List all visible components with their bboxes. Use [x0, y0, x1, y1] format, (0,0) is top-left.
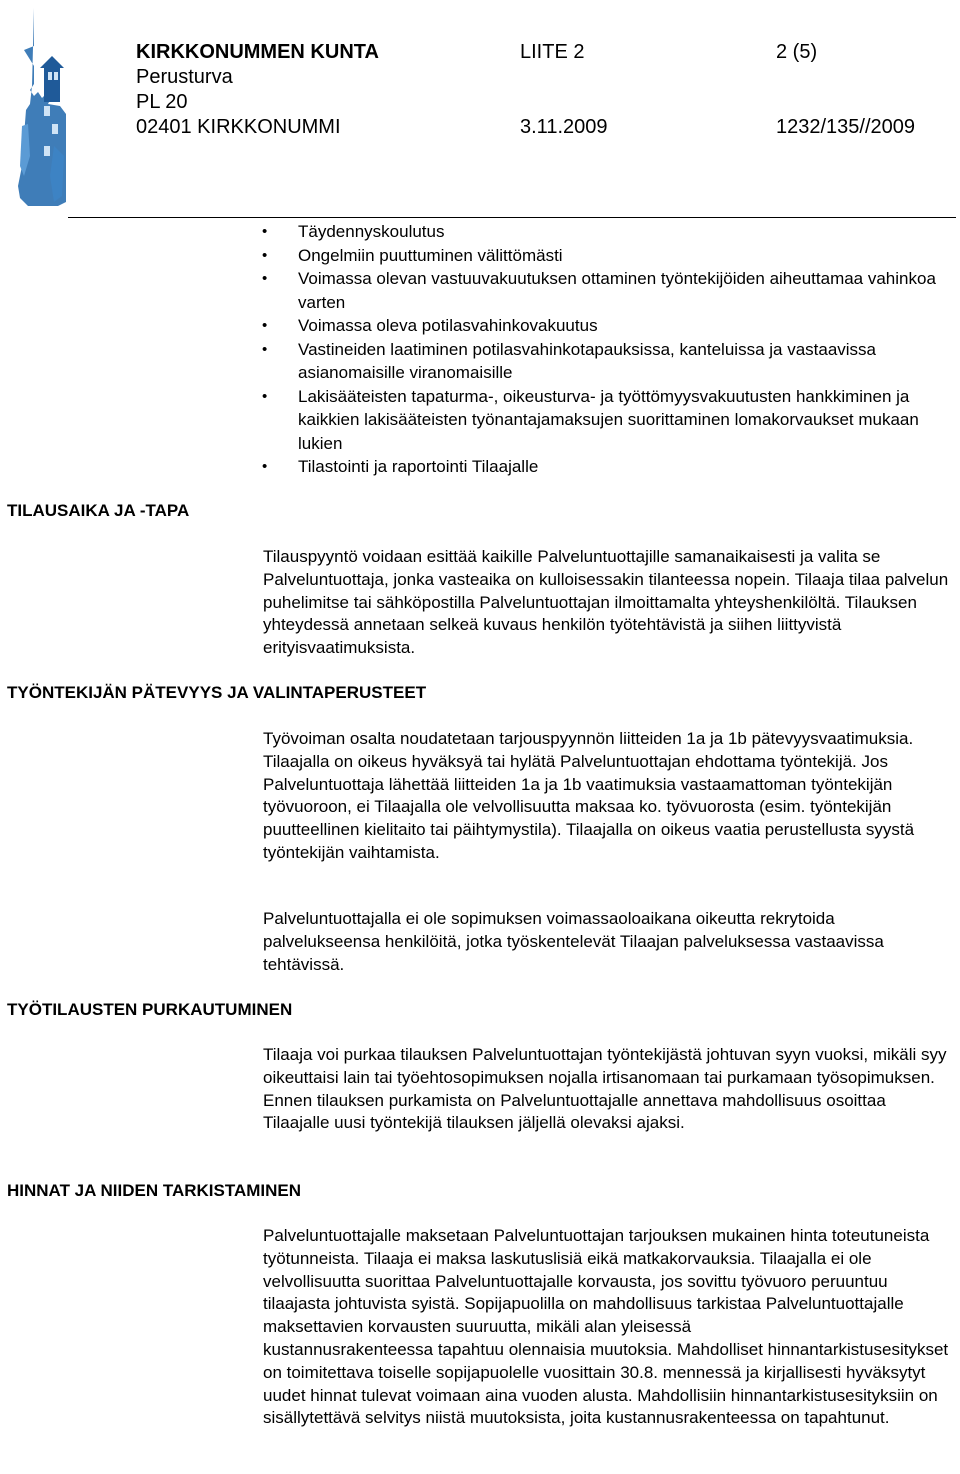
list-item: • Ongelmiin puuttuminen välittömästi — [262, 244, 952, 268]
list-item: • Täydennyskoulutus — [262, 220, 952, 244]
list-item: • Lakisääteisten tapaturma-, oikeusturva- ja työttömyysvakuutusten hankkiminen ja kaikkien lakisääteisten työnantajamaksujen suorittaminen lomakorvaukset mukaan lukien — [262, 385, 952, 456]
paragraph: Palveluntuottajalle maksetaan Palveluntuottajan tarjouksen mukainen hinta toteutuneista työtunneista. Tilaaja ei maksa laskutuslisiä eikä matkakorvauksia. Tilaajalla ei ole velvollisuutta suorittaa Palveluntuottajalle korvausta, jos sovittu työvuoro peruuntuu tilaajasta johtuvista syistä. Sopijapuolilla on mahdollisuus tarkistaa Palveluntuottajalle — [263, 1226, 930, 1314]
po-box: PL 20 — [136, 91, 188, 113]
list-item: • Vastineiden laatiminen potilasvahinkotapauksissa, kanteluissa ja vastaavissa asianomaisille viranomaisille — [262, 338, 952, 385]
section-text-competence — [263, 728, 956, 865]
paragraph: Tilauspyyntö voidaan esittää kaikille Palveluntuottajille samanaikaisesti ja valita se Palveluntuottaja, jonka vasteaika on kulloisessakin tilanteessa nopein. Tilaaja tilaa palvelun puhelimitse tai sähköpostilla Palveluntuottajan ilmoittamalta yhteyshenkilöltä. Tilauksen yhteydessä annetaan selkeä kuvaus henkilön työtehtävistä ja siihen liittyvistä erityisvaatimuksista. — [263, 547, 949, 658]
page-number: 2 (5) — [776, 41, 818, 63]
section-heading-ordering: TILAUSAIKA JA -TAPA — [7, 501, 190, 520]
section-text-prices — [263, 1225, 956, 1430]
attachment-label: LIITE 2 — [520, 41, 585, 63]
list-item: • Voimassa olevan vastuuvakuutuksen ottaminen työntekijöiden aiheuttamaa vahinkoa varten — [262, 267, 952, 314]
document-date: 3.11.2009 — [520, 116, 608, 138]
paragraph: Tilaaja voi purkaa tilauksen Palveluntuottajan työntekijästä johtuvan syyn vuoksi, mikäli syy oikeuttaisi lain tai työehtosopimuksen nojalla irtisanomaan tai purkamaan työsopimuksen. Ennen tilauksen purkamista on Palveluntuottajalle annettava mahdollisuus osoittaa Tilaajalle uusi työntekijä tilauksen jäljellä olevaksi ajaksi. — [263, 1045, 947, 1133]
header-divider — [68, 217, 956, 218]
section-text-cancellation — [263, 1044, 956, 1135]
paragraph: Palveluntuottajalla ei ole sopimuksen voimassaoloaikana oikeutta rekrytoida palvelukseensa henkilöitä, jotka työskentelevät Tilaajan palveluksessa vastaavissa tehtävissä. — [263, 909, 884, 974]
section-heading-competence: TYÖNTEKIJÄN PÄTEVYYS JA VALINTAPERUSTEET — [7, 683, 427, 702]
list-item: • Voimassa oleva potilasvahinkovakuutus — [262, 314, 952, 338]
paragraph: Työvoiman osalta noudatetaan tarjouspyynnön liitteiden 1a ja 1b pätevyysvaatimuksia. Tilaajalla on oikeus hyväksyä tai hylätä Palveluntuottajan ehdottama työntekijä. Jos Palveluntuottaja lähettää liitteiden 1a ja 1b vaatimuksia vastaamattoman työntekijän työvuoroon, ei Tilaajalla ole velvollisuutta maksaa ko. työvuorosta (esim. työntekijän puutteellinen kielitaito tai päihtymystila). Tilaajalla on oikeus vaatia perustellusta syystä työntekijän vaihtamista. — [263, 729, 915, 862]
org-name: KIRKKONUMMEN KUNTA — [136, 41, 379, 63]
municipality-logo — [14, 6, 74, 208]
postal-address: 02401 KIRKKONUMMI — [136, 116, 341, 138]
paragraph: kustannusrakenteessa tapahtuu olennaisia muutoksia. Mahdolliset hinnantarkistusesitykset on toimitettava toiselle sopijapuolelle vuosittain 30.8. mennessä ja kirjallisesti hyväksytyt uudet hinnat tulevat voimaan aina vuoden alusta. Mahdollisiin hinnantarkistusesityksiin on sisällytettävä selvitys niistä muutoksista, joita kustannusrakenteessa on tapahtunut. — [263, 1339, 949, 1428]
section-text-ordering — [263, 546, 956, 660]
reference-number: 1232/135//2009 — [776, 116, 916, 138]
paragraph: maksettavien korvausten suuruutta, mikäli alan yleisessä — [263, 1317, 692, 1337]
duties-list — [262, 220, 952, 479]
section-text-competence-2 — [263, 908, 956, 976]
section-heading-prices: HINNAT JA NIIDEN TARKISTAMINEN — [7, 1181, 302, 1200]
section-heading-cancellation: TYÖTILAUSTEN PURKAUTUMINEN — [7, 1000, 293, 1019]
department: Perusturva — [136, 66, 233, 88]
list-item: • Tilastointi ja raportointi Tilaajalle — [262, 455, 952, 479]
